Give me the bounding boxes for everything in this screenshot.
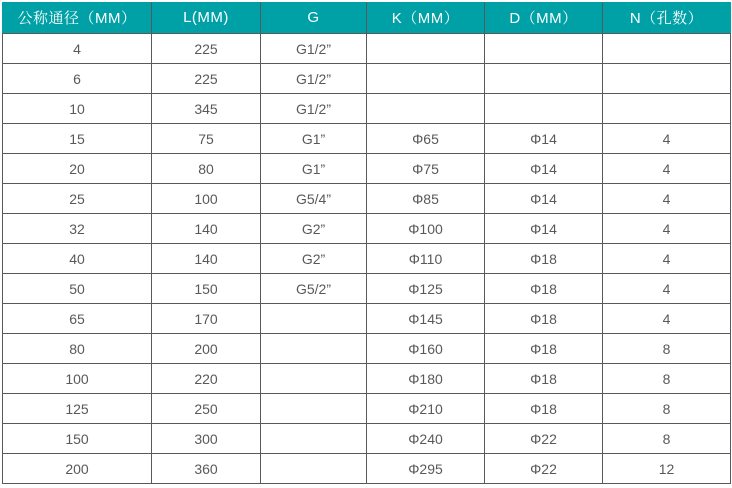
table-cell: 100 xyxy=(3,364,152,394)
table-header-row xyxy=(3,2,731,34)
table-cell: Φ14 xyxy=(485,154,603,184)
table-cell: 6 xyxy=(3,64,152,94)
table-cell: Φ22 xyxy=(485,424,603,454)
table-cell xyxy=(485,34,603,64)
table-cell: 250 xyxy=(152,394,261,424)
table-cell: 50 xyxy=(3,274,152,304)
table-cell: 10 xyxy=(3,94,152,124)
table-cell: G2” xyxy=(261,214,367,244)
table-cell: 8 xyxy=(603,334,731,364)
table-row xyxy=(3,364,731,394)
table-cell: 200 xyxy=(3,454,152,484)
table-row xyxy=(3,64,731,94)
table-row xyxy=(3,154,731,184)
table-cell: 4 xyxy=(603,274,731,304)
table-row xyxy=(3,244,731,274)
table-row xyxy=(3,424,731,454)
table-cell: Φ18 xyxy=(485,364,603,394)
table-cell xyxy=(367,94,485,124)
table-cell: 170 xyxy=(152,304,261,334)
table-cell: 25 xyxy=(3,184,152,214)
table-cell: Φ100 xyxy=(367,214,485,244)
table-cell: 8 xyxy=(603,424,731,454)
table-row xyxy=(3,214,731,244)
table-cell: 150 xyxy=(152,274,261,304)
table-cell: Φ75 xyxy=(367,154,485,184)
table-cell xyxy=(603,64,731,94)
table-row xyxy=(3,274,731,304)
table-cell: G1” xyxy=(261,124,367,154)
table-row xyxy=(3,94,731,124)
table-cell: 15 xyxy=(3,124,152,154)
table-cell: Φ160 xyxy=(367,334,485,364)
table-cell: Φ110 xyxy=(367,244,485,274)
column-header-bolt-circle: K（MM） xyxy=(367,2,485,34)
table-cell: G1” xyxy=(261,154,367,184)
table-cell xyxy=(261,334,367,364)
table-cell: Φ14 xyxy=(485,184,603,214)
table-cell: 140 xyxy=(152,244,261,274)
table-cell xyxy=(261,424,367,454)
table-cell xyxy=(261,304,367,334)
table-cell: Φ295 xyxy=(367,454,485,484)
table-cell xyxy=(367,64,485,94)
table-cell: 360 xyxy=(152,454,261,484)
table-row xyxy=(3,394,731,424)
column-header-thread: G xyxy=(261,2,367,34)
table-cell xyxy=(261,454,367,484)
column-header-nominal-diameter: 公称通径（MM） xyxy=(3,2,152,34)
table-cell: 4 xyxy=(603,184,731,214)
table-cell: Φ18 xyxy=(485,334,603,364)
table-cell xyxy=(261,394,367,424)
table-cell: Φ125 xyxy=(367,274,485,304)
spec-table xyxy=(2,2,731,484)
table-cell: Φ22 xyxy=(485,454,603,484)
table-cell: 8 xyxy=(603,394,731,424)
table-cell: Φ145 xyxy=(367,304,485,334)
table-cell: 200 xyxy=(152,334,261,364)
table-cell: G1/2” xyxy=(261,34,367,64)
table-cell xyxy=(367,34,485,64)
column-header-length: L(MM) xyxy=(152,2,261,34)
table-cell: Φ14 xyxy=(485,214,603,244)
table-body xyxy=(3,34,731,484)
table-cell xyxy=(485,64,603,94)
table-cell: G5/2” xyxy=(261,274,367,304)
table-cell: Φ14 xyxy=(485,124,603,154)
table-cell: 150 xyxy=(3,424,152,454)
table-cell: 12 xyxy=(603,454,731,484)
table-cell: G1/2” xyxy=(261,64,367,94)
table-cell: 4 xyxy=(603,154,731,184)
table-row xyxy=(3,304,731,334)
table-cell: G2” xyxy=(261,244,367,274)
table-cell: Φ210 xyxy=(367,394,485,424)
table-cell: 4 xyxy=(603,214,731,244)
table-cell: 300 xyxy=(152,424,261,454)
table-row xyxy=(3,334,731,364)
table-cell: 20 xyxy=(3,154,152,184)
table-cell: 4 xyxy=(603,244,731,274)
table-cell xyxy=(485,94,603,124)
table-cell: 80 xyxy=(152,154,261,184)
table-row xyxy=(3,34,731,64)
table-cell: 4 xyxy=(603,304,731,334)
table-cell xyxy=(603,94,731,124)
table-cell: Φ180 xyxy=(367,364,485,394)
column-header-hole-diameter: D（MM） xyxy=(485,2,603,34)
table-cell: Φ18 xyxy=(485,394,603,424)
table-cell: 40 xyxy=(3,244,152,274)
table-cell: Φ240 xyxy=(367,424,485,454)
table-cell: 225 xyxy=(152,64,261,94)
table-cell: 125 xyxy=(3,394,152,424)
table-cell: Φ85 xyxy=(367,184,485,214)
table-cell: 32 xyxy=(3,214,152,244)
table-cell: G1/2” xyxy=(261,94,367,124)
table-cell: Φ18 xyxy=(485,244,603,274)
table-row xyxy=(3,184,731,214)
table-cell: 4 xyxy=(3,34,152,64)
table-cell: 225 xyxy=(152,34,261,64)
table-cell: 8 xyxy=(603,364,731,394)
table-row xyxy=(3,124,731,154)
table-cell: 345 xyxy=(152,94,261,124)
column-header-hole-count: N（孔数） xyxy=(603,2,731,34)
table-cell: 65 xyxy=(3,304,152,334)
table-row xyxy=(3,454,731,484)
table-cell: 100 xyxy=(152,184,261,214)
table-cell: Φ18 xyxy=(485,304,603,334)
table-cell: 220 xyxy=(152,364,261,394)
table-cell: 140 xyxy=(152,214,261,244)
table-cell: Φ18 xyxy=(485,274,603,304)
table-cell: 80 xyxy=(3,334,152,364)
table-cell xyxy=(603,34,731,64)
table-cell: Φ65 xyxy=(367,124,485,154)
table-cell: 75 xyxy=(152,124,261,154)
table-cell: 4 xyxy=(603,124,731,154)
table-cell xyxy=(261,364,367,394)
table-cell: G5/4” xyxy=(261,184,367,214)
